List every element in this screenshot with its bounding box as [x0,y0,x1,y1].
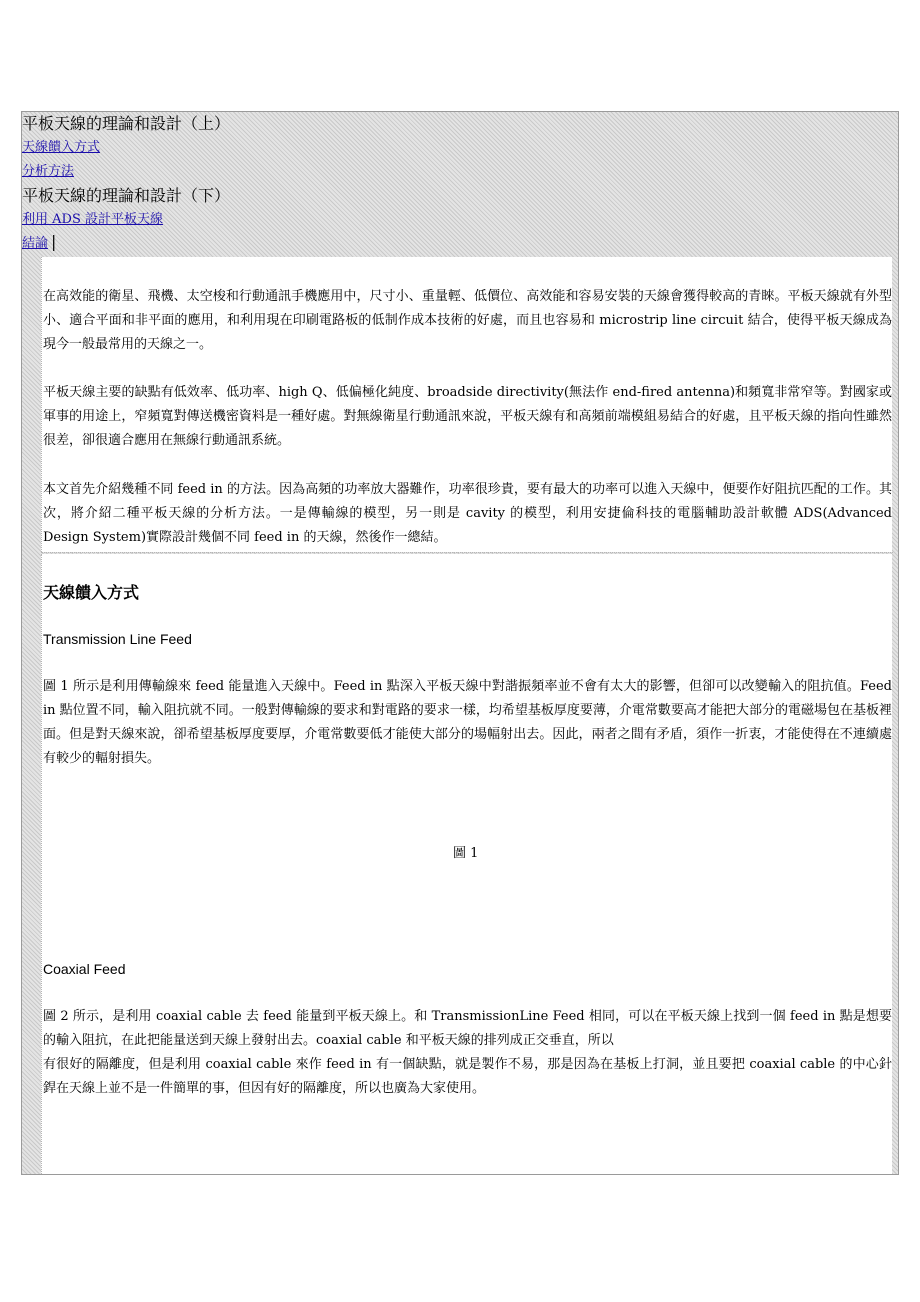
toc-title-upper: 平板天線的理論和設計（上） [22,114,231,133]
toc-separator: | [51,232,57,251]
intro-paragraph-1: 在高效能的衛星、飛機、太空梭和行動通訊手機應用中，尺寸小、重量輕、低價位、高效能和容易安裝的天線會獲得較高的青睞。平板天線就有外型小、適合平面和非平面的應用，和利用現在印刷電路板的低制作成本技術的好處，而且也容易和 microstrip line circuit 結合，使得平板天線成為現今一般最常用的天線之一。 [43,289,892,352]
toc-link-ads-design[interactable]: 利用 ADS 設計平板天線 [22,212,163,227]
section-divider [41,552,893,553]
section-heading-feed: 天線饋入方式 [43,583,140,602]
coaxial-paragraph-part-1: 圖 2 所示，是利用 coaxial cable 去 feed 能量到平板天線上。和 TransmissionLine Feed 相同，可以在平板天線上找到一個 feed in 點是想要的輸入阻抗，在此把能量送到天線上發射出去。coaxial cable 和平板天線的排列成正交垂直，所以 [43,1009,892,1048]
table-of-contents [22,112,892,256]
intro-paragraph-3: 本文首先介紹幾種不同 feed in 的方法。因為高頻的功率放大器難作，功率很珍貴，要有最大的功率可以進入天線中，便要作好阻抗匹配的工作。其次，將介紹二種平板天線的分析方法。一是傳輸線的模型，另一則是 cavity 的模型，利用安捷倫科技的電腦輔助設計軟體 ADS(Advanced Design System)實際設計幾個不同 feed in 的天線，然後作一總結。 [43,482,892,545]
intro-paragraph-2: 平板天線主要的缺點有低效率、低功率、high Q、低偏極化純度、broadside directivity(無法作 end-fired antenna)和頻寬非常窄等。對國家或軍事的用途上，窄頻寬對傳送機密資料是一種好處。對無線衛星行動通訊來說，平板天線有和高頻前端模組易結合的好處，且平板天線的指向性雖然很差，卻很適合應用在無線行動通訊系統。 [43,385,892,448]
toc-link-feed-methods[interactable]: 天線饋入方式 [22,140,101,155]
subheading-transmission-line-feed: Transmission Line Feed [43,631,192,647]
subheading-coaxial-feed: Coaxial Feed [43,961,126,977]
figure-1-caption: 圖 1 [453,846,479,861]
toc-link-analysis-methods[interactable]: 分析方法 [22,164,75,179]
toc-link-conclusion[interactable]: 結論 [22,236,49,251]
transmission-line-paragraph: 圖 1 所示是利用傳輸線來 feed 能量進入天線中。Feed in 點深入平板天線中對諧振頻率並不會有太大的影響，但卻可以改變輸入的阻抗值。Feed in 點位置不同，輸入阻抗就不同。一般對傳輸線的要求和對電路的要求一樣，均希望基板厚度要薄，介電常數要高才能把大部分的電磁場包在基板裡面。但是對天線來說，卻希望基板厚度要厚，介電常數要低才能使大部分的場幅射出去。因此，兩者之間有矛盾，須作一折衷，才能使得在不連續處有較少的輻射損失。 [43,679,892,766]
coaxial-paragraph-part-2: 有很好的隔離度，但是利用 coaxial cable 來作 feed in 有一個缺點，就是製作不易，那是因為在基板上打洞，並且要把 coaxial cable 的中心針銲在天線上並不是一件簡單的事，但因有好的隔離度，所以也廣為大家使用。 [43,1057,892,1096]
toc-title-lower: 平板天線的理論和設計（下） [22,186,231,205]
